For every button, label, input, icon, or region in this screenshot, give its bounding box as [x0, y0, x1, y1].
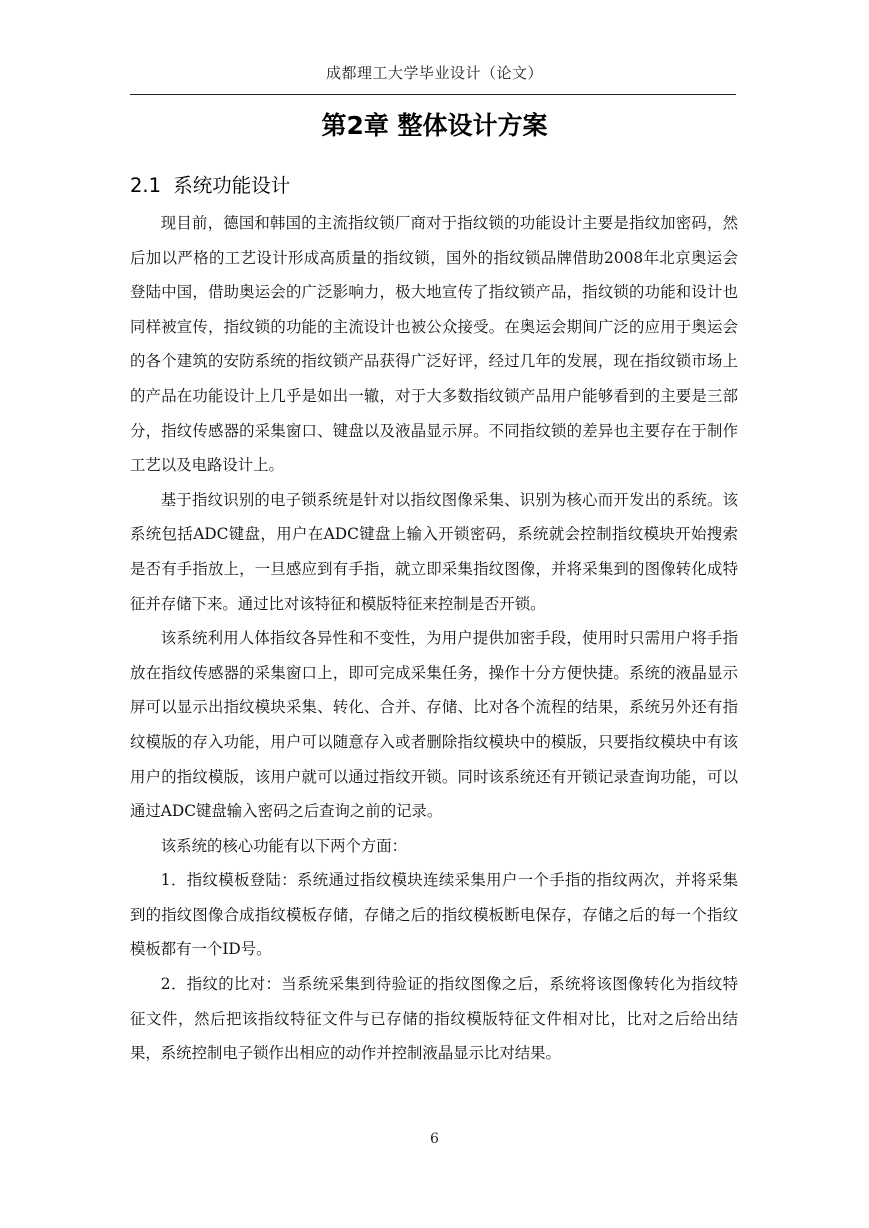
paragraph-core-functions-lead: 该系统的核心功能有以下两个方面： [160, 836, 408, 855]
body-text [130, 206, 738, 1071]
paragraph-function-compare: 2．指纹的比对：当系统采集到待验证的指纹图像之后，系统将该图像转化为指纹特征文件，然后把该指纹特征文件与已存储的指纹模版特征文件相对比，比对之后给出结果，系统控制电子锁作出相应的动作并控制液晶显示比对结果。 [130, 975, 738, 1063]
section-title: 系统功能设计 [173, 174, 291, 197]
chapter-title: 第2章 整体设计方案 [321, 111, 548, 140]
paragraph-system-overview: 基于指纹识别的电子锁系统是针对以指纹图像采集、识别为核心而开发出的系统。该系统包括ADC键盘，用户在ADC键盘上输入开锁密码，系统就会控制指纹模块开始搜索是否有手指放上，一旦感应到有手指，就立即采集指纹图像，并将采集到的图像转化成特征并存储下来。通过比对该特征和模版特征来控制是否开锁。 [130, 490, 738, 613]
paragraph-function-enroll: 1．指纹模板登陆：系统通过指纹模块连续采集用户一个手指的指纹两次，并将采集到的指纹图像合成指纹模板存储，存储之后的指纹模板断电保存，存储之后的每一个指纹模板都有一个ID号。 [130, 871, 738, 959]
page-number: 6 [430, 1131, 439, 1147]
running-header: 成都理工大学毕业设计（论文） [325, 64, 543, 82]
header-rule [130, 94, 736, 95]
section-number: 2.1 [130, 174, 162, 197]
paragraph-intro: 现目前，德国和韩国的主流指纹锁厂商对于指纹锁的功能设计主要是指纹加密码，然后加以严格的工艺设计形成高质量的指纹锁，国外的指纹锁品牌借助2008年北京奥运会登陆中国，借助奥运会的广泛影响力，极大地宣传了指纹锁产品，指纹锁的功能和设计也同样被宣传，指纹锁的功能的主流设计也被公众接受。在奥运会期间广泛的应用于奥运会的各个建筑的安防系统的指纹锁产品获得广泛好评，经过几年的发展，现在指纹锁市场上的产品在功能设计上几乎是如出一辙，对于大多数指纹锁产品用户能够看到的主要是三部分，指纹传感器的采集窗口、键盘以及液晶显示屏。不同指纹锁的差异也主要存在于制作工艺以及电路设计上。 [130, 214, 738, 475]
section-heading [130, 170, 290, 198]
paragraph-system-features: 该系统利用人体指纹各异性和不变性，为用户提供加密手段，使用时只需用户将手指放在指纹传感器的采集窗口上，即可完成采集任务，操作十分方便快捷。系统的液晶显示屏可以显示出指纹模块采集、转化、合并、存储、比对各个流程的结果，系统另外还有指纹模版的存入功能，用户可以随意存入或者删除指纹模块中的模版，只要指纹模块中有该用户的指纹模版，该用户就可以通过指纹开锁。同时该系统还有开锁记录查询功能，可以通过ADC键盘输入密码之后查询之前的记录。 [130, 629, 738, 821]
